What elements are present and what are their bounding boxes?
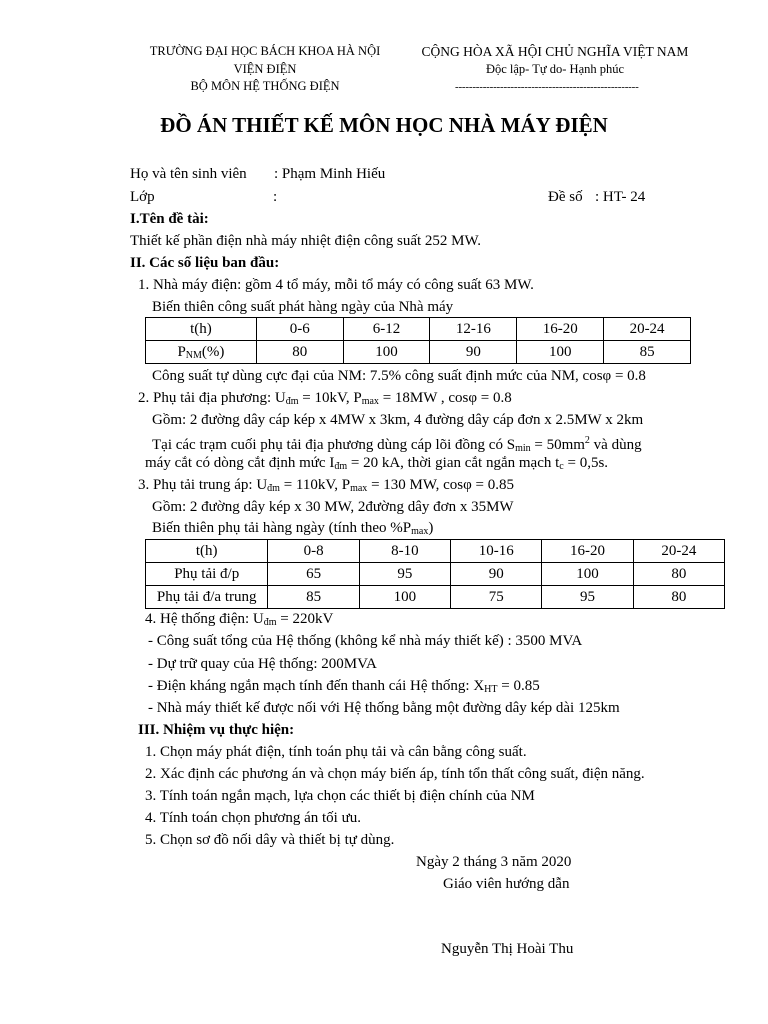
generation-table <box>145 317 691 364</box>
text-part: 2. Phụ tải địa phương: U <box>138 390 286 406</box>
table-cell: t(h) <box>146 318 257 341</box>
table-cell: 0-8 <box>268 540 359 563</box>
text-sub: max <box>411 526 429 537</box>
item-3-text <box>138 476 514 498</box>
item-2-line-4 <box>145 454 608 476</box>
text-part: = 0,5s. <box>563 455 609 471</box>
document-title: ĐỒ ÁN THIẾT KẾ MÔN HỌC NHÀ MÁY ĐIỆN <box>160 113 608 137</box>
item-3-line-3 <box>152 519 433 541</box>
text-part: và dùng <box>589 437 642 453</box>
table-cell: 12-16 <box>430 318 517 341</box>
text-part: = 0.85 <box>497 678 540 694</box>
item-4-last: - Nhà máy thiết kế được nối với Hệ thống bằng một đường dây kép dài 125km <box>148 700 620 716</box>
text-part: = 20 kA, thời gian cắt ngắn mạch t <box>347 455 560 471</box>
class-label: Lớp <box>130 189 155 205</box>
label-sub: NM <box>185 349 202 361</box>
table-cell: 100 <box>359 586 450 609</box>
label-tail: (%) <box>201 343 225 360</box>
text-part: = 18MW , cosφ = 0.8 <box>378 390 512 406</box>
task-item: 2. Xác định các phương án và chọn máy biến áp, tính tổn thất công suất, điện năng. <box>145 766 645 782</box>
table-row <box>146 318 691 341</box>
table-cell: 6-12 <box>343 318 430 341</box>
topic-label: Đề số <box>548 189 583 205</box>
section-3-heading: III. Nhiệm vụ thực hiện: <box>138 722 295 738</box>
section-1-heading: I.Tên đề tài: <box>130 211 209 227</box>
text-sub: c <box>559 461 564 472</box>
text-part: 3. Phụ tải trung áp: U <box>138 477 268 493</box>
text-part: ) <box>428 520 434 536</box>
header-divider: ----------------------------------------------------- <box>455 81 639 93</box>
text-sub: min <box>515 443 531 454</box>
table-cell: 0-6 <box>256 318 343 341</box>
table-cell-label: Phụ tải đ/a trung <box>146 586 268 609</box>
text-sub: max <box>361 396 379 407</box>
text-part: = 50mm <box>530 437 585 453</box>
table-cell: 90 <box>430 341 517 364</box>
text-sub: max <box>350 483 368 494</box>
signature-role: Giáo viên hướng dẫn <box>443 876 570 892</box>
table-cell: 100 <box>517 341 604 364</box>
task-item: 5. Chọn sơ đồ nối dây và thiết bị tự dùng. <box>145 832 395 848</box>
table-cell: t(h) <box>146 540 268 563</box>
text-part: = 110kV, P <box>279 477 351 493</box>
table-cell: 85 <box>268 586 359 609</box>
item-1-subtext: Biến thiên công suất phát hàng ngày của Nhà máy <box>152 299 454 315</box>
section-1-text: Thiết kế phần điện nhà máy nhiệt điện công suất 252 MW. <box>130 233 482 249</box>
table-row <box>146 586 725 609</box>
item-4-reactance <box>148 677 540 699</box>
table-row <box>146 563 725 586</box>
text-part: = 220kV <box>276 611 334 627</box>
text-part: máy cắt có dòng cắt định mức I <box>145 455 335 471</box>
table-cell: 95 <box>542 586 633 609</box>
text-sub: đm <box>285 396 299 407</box>
text-part: = 10kV, P <box>298 390 362 406</box>
table-cell: 95 <box>359 563 450 586</box>
item-4-text <box>145 610 333 632</box>
table-cell-label <box>146 341 257 364</box>
table-row <box>146 540 725 563</box>
text-part: 4. Hệ thống điện: U <box>145 611 264 627</box>
item-1-note: Công suất tự dùng cực đại của NM: 7.5% công suất định mức của NM, cosφ = 0.8 <box>152 368 646 384</box>
table-cell: 65 <box>268 563 359 586</box>
topic-value: : HT- 24 <box>595 189 646 205</box>
table-cell-label: Phụ tải đ/p <box>146 563 268 586</box>
table-cell: 80 <box>633 563 724 586</box>
table-cell: 10-16 <box>451 540 542 563</box>
text-sup: 2 <box>584 435 590 446</box>
text-part: Biến thiên phụ tải hàng ngày (tính theo %P <box>152 520 412 536</box>
text-part: = 130 MW, cosφ = 0.85 <box>367 477 515 493</box>
signature-name: Nguyễn Thị Hoài Thu <box>441 941 574 957</box>
table-cell: 80 <box>633 586 724 609</box>
department-name: BỘ MÔN HỆ THỐNG ĐIỆN <box>190 79 340 93</box>
table-cell: 16-20 <box>542 540 633 563</box>
institute-name: VIỆN ĐIỆN <box>233 62 297 76</box>
table-cell: 80 <box>256 341 343 364</box>
class-value: : <box>273 189 278 205</box>
table-cell: 20-24 <box>633 540 724 563</box>
task-item: 1. Chọn máy phát điện, tính toán phụ tải và cân bằng công suất. <box>145 744 527 760</box>
text-part: - Điện kháng ngắn mạch tính đến thanh cái Hệ thống: X <box>148 678 485 694</box>
university-name: TRƯỜNG ĐẠI HỌC BÁCH KHOA HÀ NỘI <box>149 44 381 58</box>
text-sub: đm <box>334 461 348 472</box>
table-cell: 20-24 <box>604 318 691 341</box>
item-3-line-2: Gồm: 2 đường dây kép x 30 MW, 2đường dây đơn x 35MW <box>152 499 514 515</box>
section-2-heading: II. Các số liệu ban đầu: <box>130 255 280 271</box>
item-2-line-2: Gồm: 2 đường dây cáp kép x 4MW x 3km, 4 đường dây cáp đơn x 2.5MW x 2km <box>152 412 644 428</box>
task-item: 4. Tính toán chọn phương án tối ưu. <box>145 810 361 826</box>
student-name-label: Họ và tên sinh viên <box>130 166 247 182</box>
label-main: P <box>177 343 186 360</box>
text-sub: HT <box>484 684 498 695</box>
student-name-value: : Phạm Minh Hiếu <box>274 166 386 182</box>
item-1-text: 1. Nhà máy điện: gồm 4 tổ máy, mỗi tổ máy có công suất 63 MW. <box>138 277 534 293</box>
text-sub: đm <box>263 617 277 628</box>
signature-date: Ngày 2 tháng 3 năm 2020 <box>416 854 572 870</box>
load-table <box>145 539 725 609</box>
table-cell: 90 <box>451 563 542 586</box>
text-sub: đm <box>267 483 280 494</box>
table-cell: 75 <box>451 586 542 609</box>
table-cell: 100 <box>343 341 430 364</box>
country-name: CỘNG HÒA XÃ HỘI CHỦ NGHĨA VIỆT NAM <box>421 44 689 59</box>
text-part: Tại các trạm cuối phụ tải địa phương dùng cáp lõi đồng có S <box>152 437 516 453</box>
table-cell: 100 <box>542 563 633 586</box>
table-row <box>146 341 691 364</box>
table-cell: 8-10 <box>359 540 450 563</box>
table-cell: 85 <box>604 341 691 364</box>
task-item: 3. Tính toán ngắn mạch, lựa chọn các thiết bị điện chính của NM <box>145 788 535 804</box>
table-cell: 16-20 <box>517 318 604 341</box>
motto: Độc lập- Tự do- Hạnh phúc <box>485 62 625 76</box>
item-4-line: - Công suất tổng của Hệ thống (không kể nhà máy thiết kế) : 3500 MVA <box>148 633 583 649</box>
item-4-line: - Dự trữ quay của Hệ thống: 200MVA <box>148 656 377 672</box>
item-2-text <box>138 389 512 411</box>
